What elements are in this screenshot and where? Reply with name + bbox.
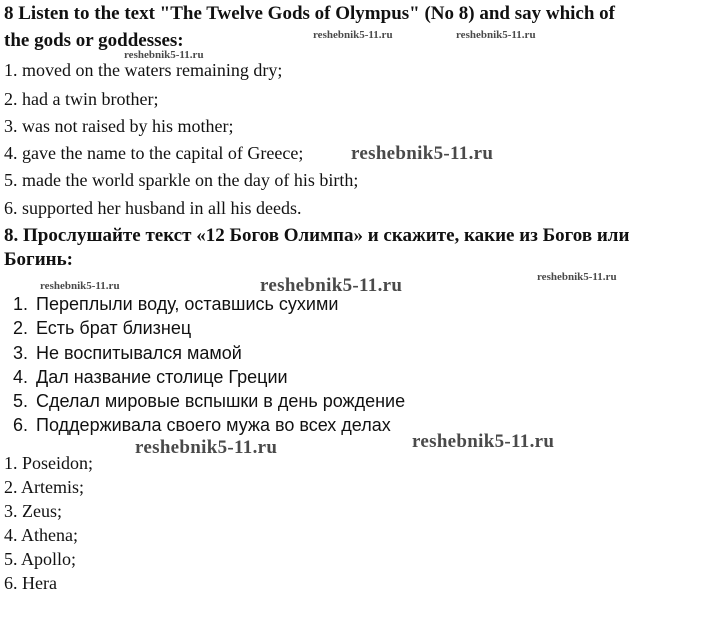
answer-6: 6. Hera: [4, 573, 57, 593]
ru-item-text: Сделал мировые вспышки в день рождение: [36, 391, 406, 411]
ru-item-number: 6.: [12, 415, 28, 435]
ru-item-text: Есть брат близнец: [36, 318, 192, 338]
en-item-6: 6. supported her husband in all his deeds.: [4, 198, 302, 218]
answer-4: 4. Athena;: [4, 525, 78, 545]
answer-5: 5. Apollo;: [4, 549, 77, 569]
answer-2: 2. Artemis;: [4, 477, 84, 497]
watermark: reshebnik5-11.ru: [313, 29, 393, 41]
ru-item-number: 4.: [12, 367, 28, 387]
ru-item-number: 3.: [12, 343, 28, 363]
task-heading-ru-line1: 8. Прослушайте текст «12 Богов Олимпа» и скажите, какие из Богов или: [4, 225, 630, 246]
ru-item-number: 5.: [12, 391, 28, 411]
answer-1: 1. Poseidon;: [4, 453, 94, 473]
en-item-2: 2. had a twin brother;: [4, 89, 159, 109]
ru-item-3: [4, 342, 242, 364]
ru-item-text: Переплыли воду, оставшись сухими: [36, 294, 339, 314]
en-item-1: 1. moved on the waters remaining dry;: [4, 60, 283, 80]
answer-3: 3. Zeus;: [4, 501, 62, 521]
watermark: reshebnik5-11.ru: [537, 271, 617, 283]
watermark: reshebnik5-11.ru: [456, 29, 536, 41]
ru-item-text: Поддерживала своего мужа во всех делах: [36, 415, 391, 435]
ru-item-6: [4, 414, 391, 436]
watermark: reshebnik5-11.ru: [351, 143, 494, 164]
ru-item-5: [4, 390, 405, 412]
watermark: reshebnik5-11.ru: [135, 437, 278, 458]
watermark: reshebnik5-11.ru: [412, 431, 555, 452]
en-item-3: 3. was not raised by his mother;: [4, 116, 234, 136]
watermark: reshebnik5-11.ru: [40, 280, 120, 292]
ru-item-text: Дал название столице Греции: [36, 367, 288, 387]
en-item-5: 5. made the world sparkle on the day of his birth;: [4, 170, 359, 190]
ru-item-2: [4, 317, 191, 339]
task-heading-ru-line2: Богинь:: [4, 249, 73, 270]
ru-item-4: [4, 366, 288, 388]
ru-item-text: Не воспитывался мамой: [36, 343, 242, 363]
watermark: reshebnik5-11.ru: [124, 49, 204, 61]
task-heading-en-line2: the gods or goddesses:: [4, 30, 184, 51]
watermark: reshebnik5-11.ru: [260, 275, 403, 296]
ru-item-number: 2.: [12, 318, 28, 338]
en-item-4: 4. gave the name to the capital of Greece;: [4, 143, 304, 163]
task-heading-en-line1: 8 Listen to the text "The Twelve Gods of Olympus" (No 8) and say which of: [4, 3, 615, 24]
ru-item-number: 1.: [12, 294, 28, 314]
